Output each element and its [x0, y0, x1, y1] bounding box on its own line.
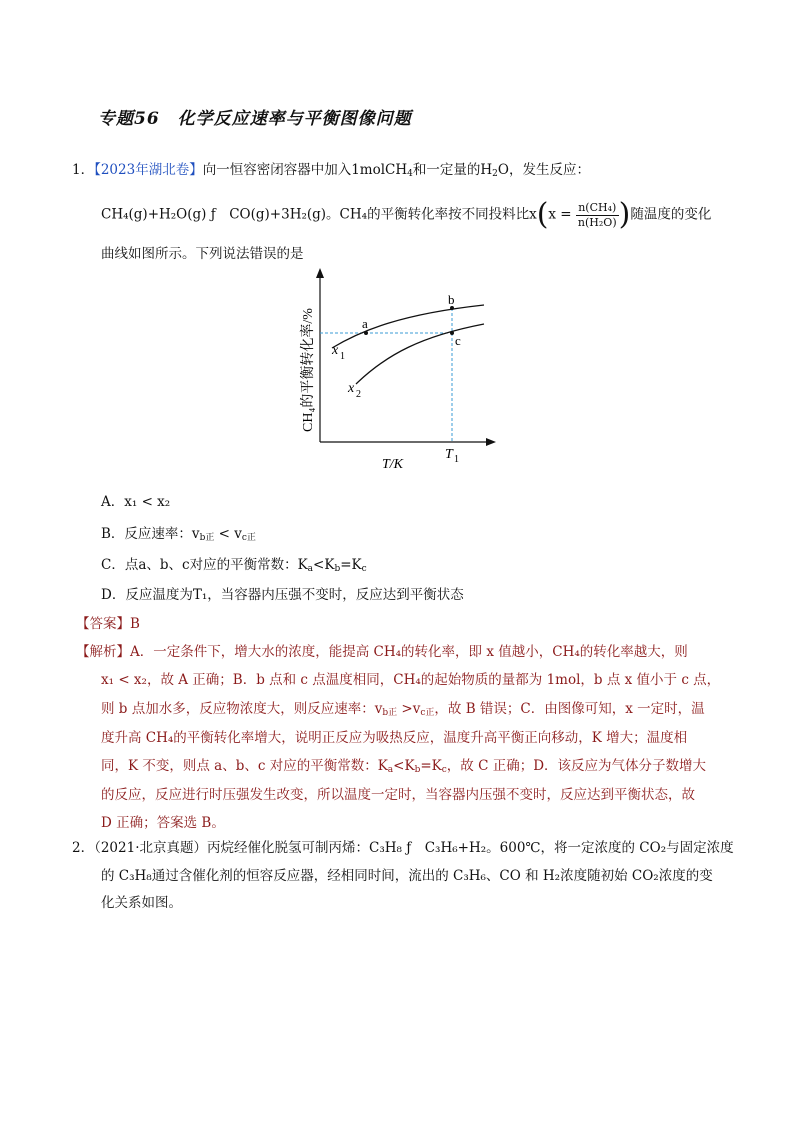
option-b-mid: < v [214, 526, 242, 542]
option-b-sub2: c正 [241, 533, 256, 543]
equation: CH₄(g)+H₂O(g) ƒ CO(g)+3H₂(g)。CH₄的平衡转化率按不同投料比x [101, 206, 537, 223]
option-b-text: B．反应速率：v [101, 526, 200, 542]
question-2-line-1 [72, 838, 734, 858]
option-c-mid1: <K [313, 557, 335, 573]
equation-line: CH₄(g)+H₂O(g) ƒ CO(g)+3H₂(g)。CH₄的平衡转化率按不同投料比x(x = $\frac{\text{n(CH₄)}}{\text{n(H₂O)}}$ )随温度的变化 [101, 197, 712, 232]
analysis-text-5: 同，K 不变，则点 a、b、c 对应的平衡常数：K [101, 758, 388, 774]
analysis-mid1: <K [393, 758, 415, 774]
series-x1-line [332, 305, 484, 348]
option-a: A．x₁ < x₂ [101, 494, 171, 510]
series-x1-sub: 1 [340, 351, 345, 362]
analysis-mid: >v [397, 701, 421, 717]
analysis-sub-1: b正 [382, 708, 398, 718]
fraction [576, 201, 619, 230]
analysis-line-7: D 正确；答案选 B。 [101, 815, 225, 831]
stem-text-c: O，发生反应： [497, 162, 590, 178]
analysis-mid2: =K [420, 758, 442, 774]
question-2-source: （2021·北京真题） [94, 840, 207, 856]
stem-text-b: 和一定量的H [412, 162, 493, 178]
analysis-label: 【解析】 [76, 644, 130, 660]
point-a-label: a [362, 316, 368, 331]
option-c-sub-a: a [307, 564, 314, 574]
option-b [101, 522, 256, 543]
answer-label: 【答案】 [76, 616, 130, 632]
fraction-denominator: n(H₂O) [577, 215, 617, 229]
question-1-stem: 1．【2023年湖北卷】向一恒容密闭容器中加入1molCH$_4$和一定量的$H_2O$，发生反应： [72, 162, 590, 179]
point-c-label: c [455, 333, 461, 348]
analysis-text-1: A．一定条件下，增大水的浓度，能提高 CH₄的转化率，即 x 值越小，CH₄的转化率越大，则 [130, 644, 688, 660]
analysis-sub-b: b [414, 765, 421, 775]
analysis-line-3 [101, 697, 705, 718]
analysis-line-6: 的反应，反应进行时压强发生改变，所以温度一定时，当容器内压强不变时，反应达到平衡状态，故 [101, 787, 695, 803]
analysis-tail-5: ，故 C 正确；D．该反应为气体分子数增大 [446, 758, 707, 774]
series-x1-label: x [332, 343, 339, 358]
analysis-sub-2: c正 [420, 708, 435, 718]
question-source: 【2023年湖北卷】 [94, 162, 203, 178]
analysis-line-4: 度升高 CH₄的平衡转化率增大，说明正反应为吸热反应，温度升高平衡正向移动，K 增大；温度相 [101, 730, 688, 746]
analysis-line-5 [101, 754, 706, 775]
question-number: 1． [72, 162, 95, 178]
point-b-label: b [448, 292, 455, 307]
option-c-sub-c: c [361, 564, 367, 574]
tick-label-T1-sub: 1 [454, 454, 459, 465]
analysis-sub-c: c [441, 765, 447, 775]
analysis-sub-a: a [387, 765, 394, 775]
option-c-sub-b: b [334, 564, 341, 574]
analysis-line-1 [76, 640, 688, 660]
series-x2-label: x [348, 381, 355, 396]
analysis-line-2: x₁ < x₂，故 A 正确；B．b 点和 c 点温度相同，CH₄的起始物质的量都为 1mol，b 点 x 值小于 c 点， [101, 672, 721, 688]
fraction-prefix: x = [548, 206, 576, 223]
option-d: D．反应温度为T₁，当容器内压强不变时，反应达到平衡状态 [101, 587, 464, 603]
analysis-text-3: 则 b 点加水多，反应物浓度大，则反应速率：v [101, 701, 383, 717]
series-x2-sub: 2 [356, 389, 361, 400]
stem-line-3: 曲线如图所示。下列说法错误的是 [101, 246, 304, 262]
question-2-text-1: 丙烷经催化脱氢可制丙烯：C₃H₈ ƒ C₃H₆+H₂。600℃，将一定浓度的 CO₂与固定浓度 [207, 840, 734, 856]
equation-tail: 随温度的变化 [630, 206, 712, 223]
page-title: 专题56 化学反应速率与平衡图像问题 [98, 109, 412, 129]
option-c-mid2: =K [340, 557, 362, 573]
option-b-sub1: b正 [199, 533, 215, 543]
question-2-line-3: 化关系如图。 [101, 895, 182, 911]
conversion-chart [292, 264, 502, 474]
x-axis-label: T/K [382, 457, 404, 472]
option-c [101, 553, 367, 574]
fraction-numerator: n(CH₄) [576, 201, 619, 216]
tick-label-T1: T [445, 447, 453, 462]
x-axis-arrow [486, 438, 496, 446]
point-c [450, 331, 454, 335]
answer-line [76, 612, 140, 632]
question-2-line-2: 的 C₃H₈通过含催化剂的恒容反应器，经相同时间，流出的 C₃H₆、CO 和 H₂浓度随初始 CO₂浓度的变 [101, 868, 713, 884]
question-2-number: 2． [72, 840, 95, 856]
point-a [364, 331, 368, 335]
stem-text: 向一恒容密闭容器中加入1molCH [202, 162, 408, 178]
analysis-tail-3: ，故 B 错误；C．由图像可知，x 一定时，温 [434, 701, 705, 717]
y-axis-arrow [316, 268, 324, 278]
option-c-text: C．点a、b、c对应的平衡常数：K [101, 557, 308, 573]
y-axis-label: CH₄的平衡转化率/% [301, 308, 316, 432]
answer-value: B [130, 616, 140, 632]
